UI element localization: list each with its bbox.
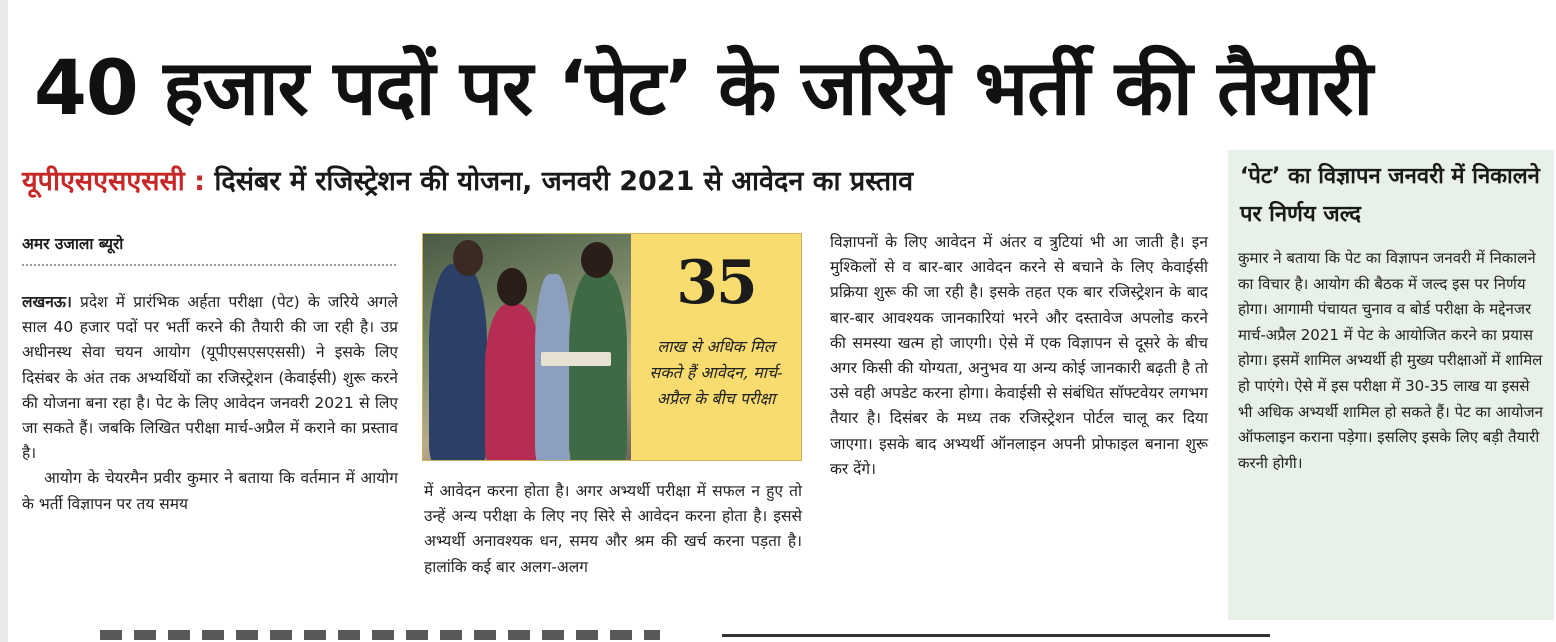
cropped-headline — [100, 630, 660, 640]
sidebar-body: कुमार ने बताया कि पेट का विज्ञापन जनवरी में निकालने का विचार है। आयोग की बैठक में जल्द इस पर निर्णय होगा। आगामी पंचायत चुनाव व बोर्ड परीक्षा के मद्देनजर मार्च-अप्रैल 2021 में पेट के आयोजित करने का प्रयास होगा। इसमें शामिल अभ्यर्थी ही मुख्य परीक्षाओं में शामिल हो पाएंगे। ऐसे में इस परीक्षा में 30-35 लाख या इससे भी अधिक अभ्यर्थी शामिल हो सकते हैं। पेट का आयोजन ऑफलाइन कराना पड़ेगा। इसलिए इसके लिए बड़ी तैयारी करनी होगी। — [1238, 249, 1543, 472]
divider-rule — [722, 634, 1270, 637]
column-2-text: में आवेदन करना होता है। अगर अभ्यर्थी परीक्षा में सफल न हुए तो उन्हें अन्य परीक्षा के लिए नए सिरे से आवेदन करना होता है। इससे अभ्यर्थी अनावश्यक धन, समय और श्रम की खर्च करना पड़ता है। हालांकि कई बार अलग-अलग — [424, 482, 802, 576]
article-column-1 — [22, 290, 398, 517]
subhead-kicker: यूपीएसएसएससी : — [22, 166, 205, 197]
paragraph-1 — [22, 290, 398, 466]
byline: अमर उजाला ब्यूरो — [22, 232, 396, 266]
next-article-strip — [0, 626, 1556, 642]
dateline: लखनऊ। — [22, 293, 72, 311]
article-column-2 — [424, 479, 802, 580]
fact-text: लाख से अधिक मिल सकते हैं आवेदन, मार्च-अप्रैल के बीच परीक्षा — [649, 337, 783, 408]
headline: 40 हजार पदों पर ‘पेट’ के जरिये भर्ती की तैयारी — [34, 43, 1373, 132]
article-column-3 — [830, 230, 1208, 482]
fact-panel — [631, 234, 801, 460]
subheadline — [22, 160, 1212, 204]
sidebar-box — [1228, 150, 1554, 620]
subhead-text: दिसंबर में रजिस्ट्रेशन की योजना, जनवरी 2021 से आवेदन का प्रस्ताव — [204, 166, 914, 197]
page-edge-shadow — [0, 0, 8, 642]
sidebar-title: ‘पेट’ का विज्ञापन जनवरी में निकालने पर निर्णय जल्द — [1240, 164, 1540, 227]
photo-factbox — [422, 233, 802, 461]
students-photo — [423, 234, 631, 460]
paragraph-2: आयोग के चेयरमैन प्रवीर कुमार ने बताया कि वर्तमान में आयोग के भर्ती विज्ञापन पर तय समय — [22, 469, 398, 513]
fact-number: 35 — [676, 248, 756, 318]
paragraph-1-text: प्रदेश में प्रारंभिक अर्हता परीक्षा (पेट) के जरिये अगले साल 40 हजार पदों पर भर्ती करने की तैयारी की जा रही है। उप्र अधीनस्थ सेवा चयन आयोग (यूपीएसएसएससी) ने इसके लिए दिसंबर के अंत तक अभ्यर्थियों का रजिस्ट्रेशन (केवाईसी) शुरू करने की योजना बना रहा है। पेट के लिए आवेदन जनवरी 2021 से लिए जा सकते हैं। जबकि लिखित परीक्षा मार्च-अप्रैल में कराने का प्रस्ताव है। — [22, 293, 398, 463]
column-3-text: विज्ञापनों के लिए आवेदन में अंतर व त्रुटियां भी आ जाती है। इन मुश्किलों से व बार-बार आवेदन करने से बचाने के लिए केवाईसी प्रक्रिया शुरू की जा रही है। इसके तहत एक बार रजिस्ट्रेशन के बाद बार-बार आवश्यक जानकारियां भरने और दस्तावेज अपलोड करने की समस्या खत्म हो जाएगी। ऐसे में एक विज्ञापन से दूसरे के बीच अगर किसी की योग्यता, अनुभव या अन्य कोई जानकारी बढ़ती है तो उसे वही अपडेट करना होगा। केवाईसी से संबंधित सॉफ्टवेयर लगभग तैयार है। दिसंबर के मध्य तक रजिस्ट्रेशन पोर्टल चालू कर दिया जाएगा। इसके बाद अभ्यर्थी ऑनलाइन अपनी प्रोफाइल बनाना शुरू कर देंगे। — [830, 233, 1208, 478]
